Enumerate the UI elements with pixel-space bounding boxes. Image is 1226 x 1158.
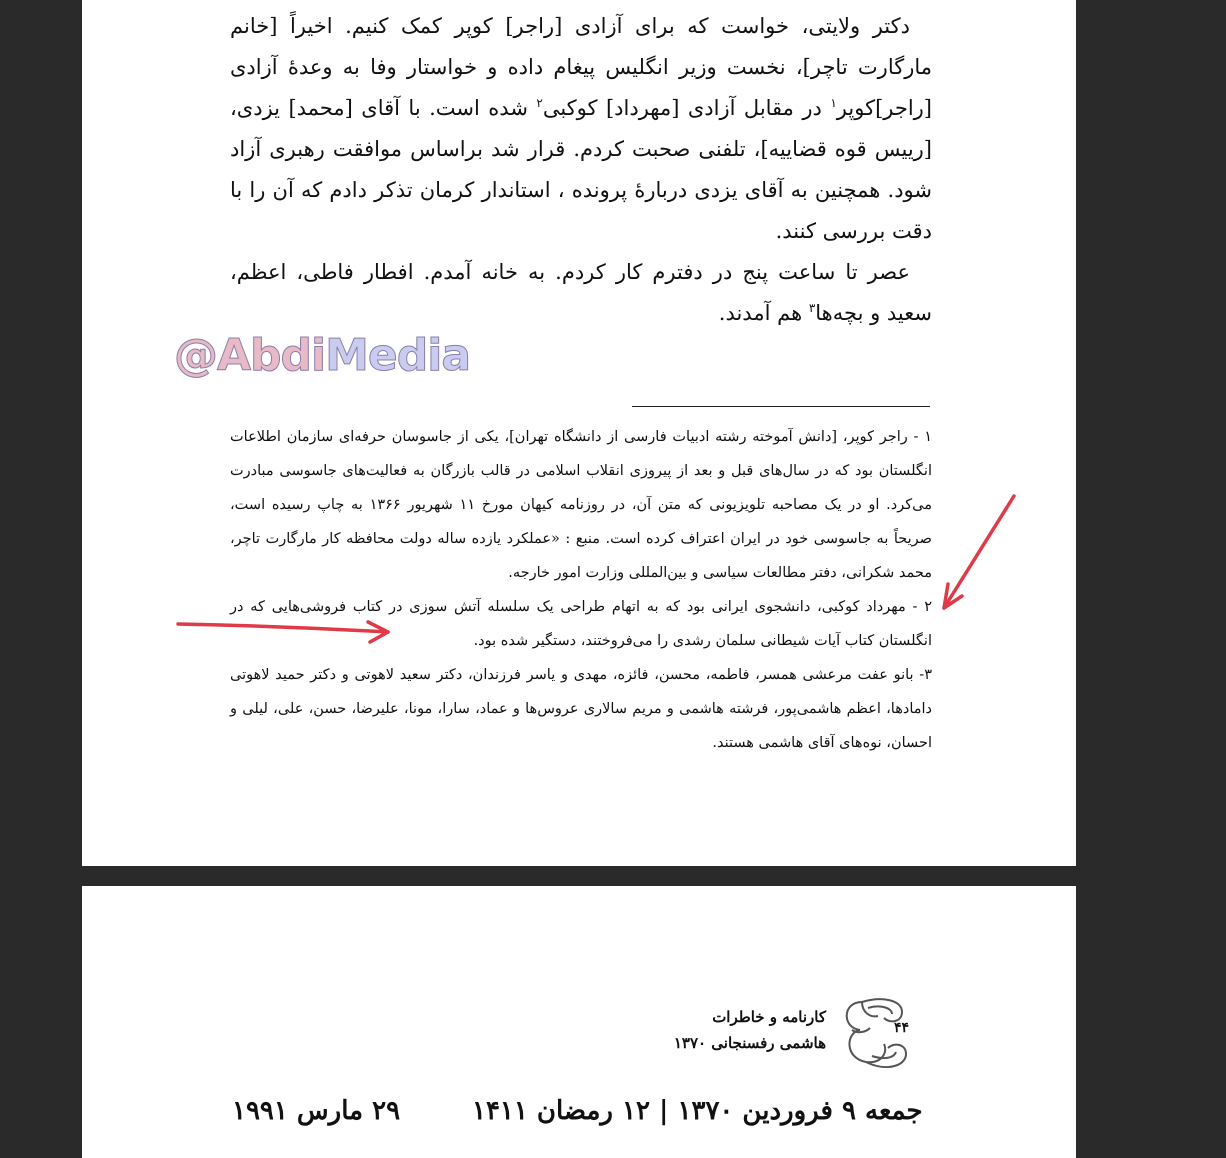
ornament-icon — [832, 982, 936, 1082]
footnotes — [230, 420, 932, 760]
document-page-1 — [82, 0, 1076, 866]
footnote-ref-2[interactable]: ۲ — [536, 96, 543, 110]
document-page-2 — [82, 886, 1076, 1158]
date-gregorian: ۲۹ مارس ۱۹۹۱ — [232, 1096, 401, 1126]
main-text — [230, 6, 932, 334]
footnote-1: ۱ - راجر کوپر، [دانش آموخته رشته ادبیات فارسی از دانشگاه تهران]، یکی از جاسوسان حرفه‌ای سازمان اطلاعات انگلستان بود که در سال‌های قبل و بعد از پیروزی انقلاب اسلامی در قالب بازرگان به فعالیت‌های جاسوسی مبادرت می‌کرد. او در یک مصاحبه تلویزیونی که متن آن، در روزنامه کیهان مورخ ۱۱ شهریور ۱۳۶۶ به چاپ رسیده است، صریحاً به جاسوسی خود در ایران اعتراف کرده است. منبع : «عملکرد یازده ساله دولت محافظه کار مارگارت تاچر، محمد شکرانی، دفتر مطالعات سیاسی و بین‌المللی وزارت امور خارجه. — [230, 429, 933, 581]
header-line-1: کارنامه و خاطرات — [712, 1008, 826, 1026]
footnote-ref-3[interactable]: ۳ — [808, 301, 816, 315]
running-header — [642, 1004, 826, 1056]
date-persian: جمعه ۹ فروردین ۱۳۷۰ | ۱۲ رمضان ۱۴۱۱ — [472, 1096, 923, 1126]
paragraph-2: عصر تا ساعت پنج در دفترم کار کردم. به خانه آمدم. افطار فاطی، اعظم، سعید و بچه‌ها$^۳$ هم آمدند. — [230, 260, 932, 325]
footnote-divider — [632, 406, 930, 407]
header-line-2: هاشمی رفسنجانی ۱۳۷۰ — [673, 1034, 826, 1052]
footnote-ref-1[interactable]: ۱ — [830, 96, 837, 110]
page-number: ۴۴ — [894, 1020, 910, 1036]
watermark: @AbdiMedia — [174, 330, 471, 381]
diagonal-arrow-icon — [944, 496, 1014, 608]
footnote-2: ۲ - مهرداد کوکبی، دانشجوی ایرانی بود که به اتهام طراحی یک سلسله آتش سوزی در کتاب فروشی‌هایی که در انگلستان کتاب آیات شیطانی سلمان رشدی را می‌فروختند، دستگیر شده بود. — [230, 599, 932, 649]
paragraph-1: دکتر ولایتی، خواست که برای آزادی [راجر] کوپر کمک کنیم. اخیراً [خانم مارگارت تاچر]، نخست وزیر انگلیس پیغام داده و خواستار وفا به وعدهٔ آزادی [راجر]کوپر$^۱$ در مقابل آزادی [مهرداد] کوکبی$^۲$ شده است. با آقای [محمد] یزدی، [رییس قوه قضاییه]، تلفنی صحبت کردم. قرار شد براساس موافقت رهبری آزاد شود. همچنین به آقای یزدی دربارهٔ پرونده ، استاندار کرمان تذکر دادم که آن را با دقت بررسی کنند. — [230, 14, 933, 243]
footnote-3: ۳- بانو عفت مرعشی همسر، فاطمه، محسن، فائزه، مهدی و یاسر فرزندان، دکتر سعید لاهوتی و دکتر حمید لاهوتی دامادها، اعظم هاشمی‌پور، فرشته هاشمی و مریم سالاری عروس‌ها و عماد، سارا، مونا، علیرضا، حسن، علی، لیلی و احسان، نوه‌های آقای هاشمی هستند. — [230, 667, 932, 751]
